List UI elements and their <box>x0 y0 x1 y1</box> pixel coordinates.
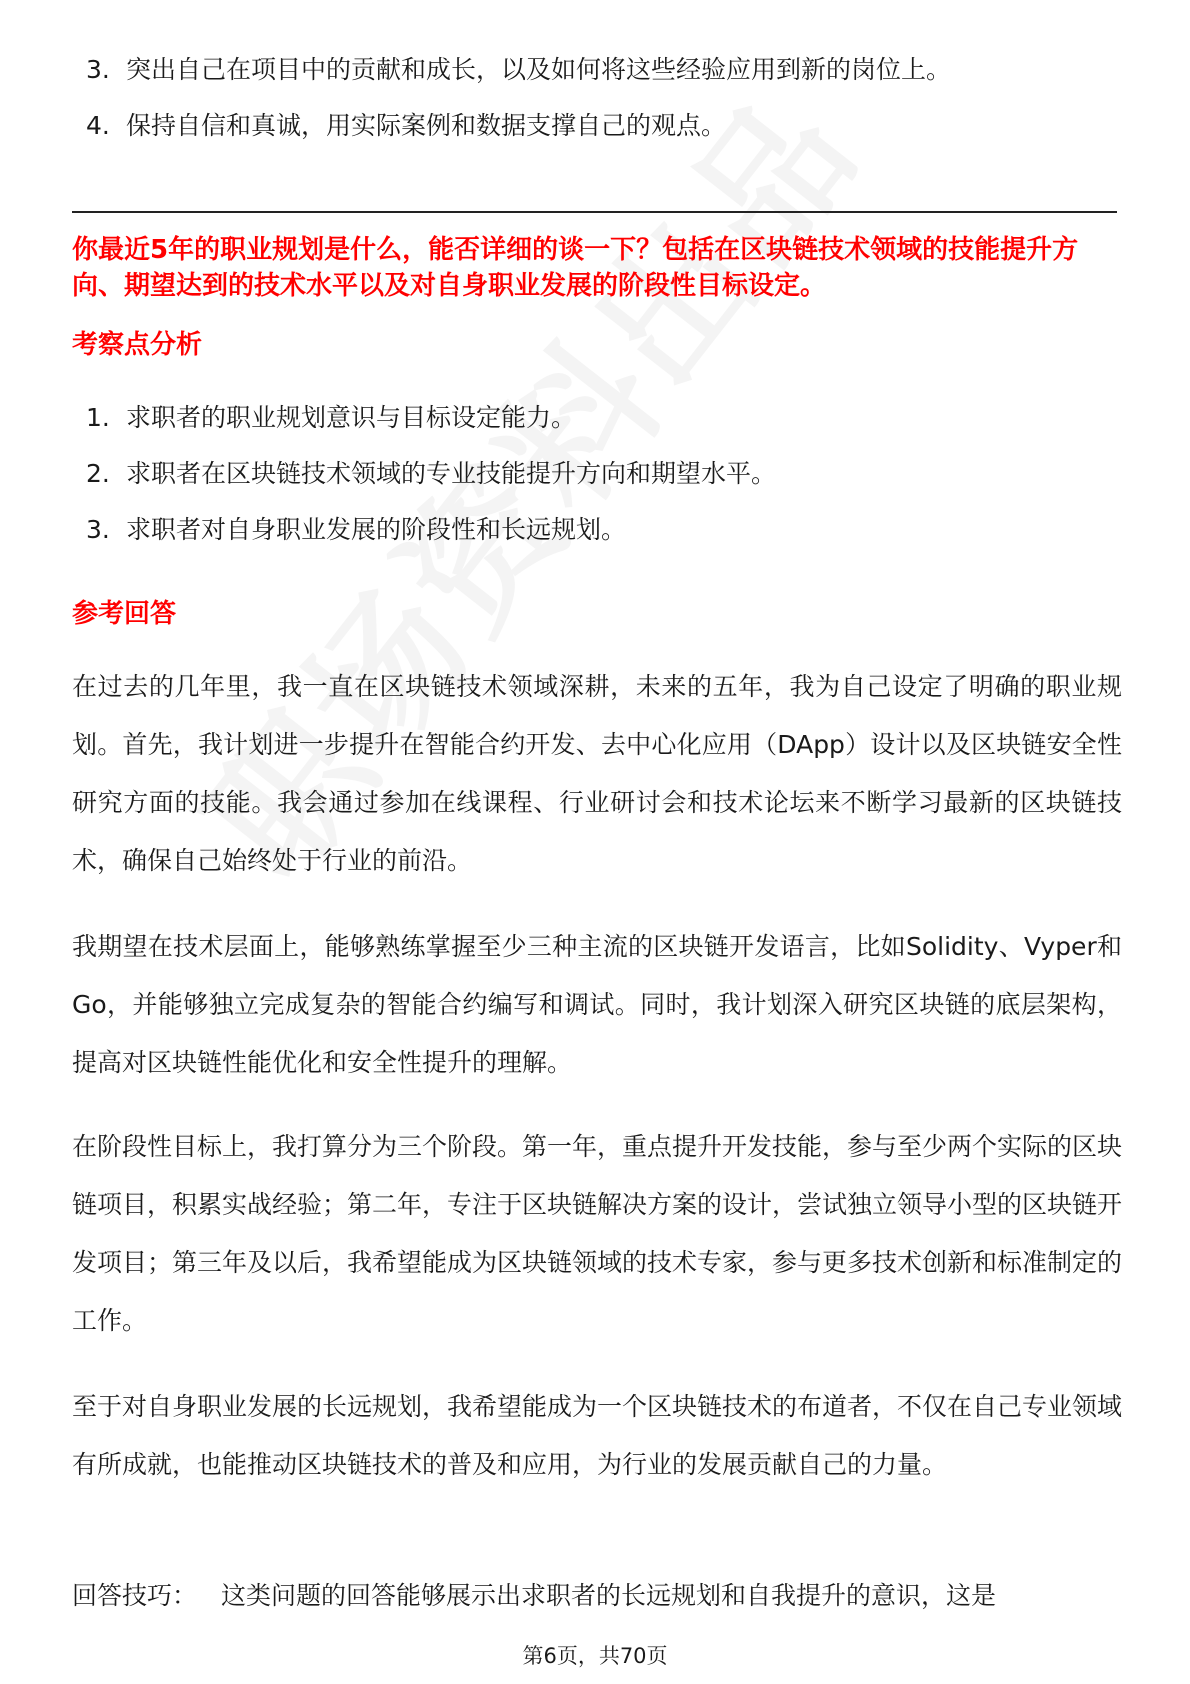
list-item: 2. 求职者在区块链技术领域的专业技能提升方向和期望水平。 <box>86 459 777 488</box>
list-item: 3. 突出自己在项目中的贡献和成长，以及如何将这些经验应用到新的岗位上。 <box>86 55 952 84</box>
answer-paragraph: 至于对自身职业发展的长远规划，我希望能成为一个区块链技术的布道者，不仅在自己专业领域有所成就，也能推动区块链技术的普及和应用，为行业的发展贡献自己的力量。 <box>72 1392 1123 1479</box>
tip-label: 回答技巧： <box>72 1581 198 1610</box>
analysis-heading: 考察点分析 <box>72 330 203 360</box>
answer-paragraph: 在阶段性目标上，我打算分为三个阶段。第一年，重点提升开发技能，参与至少两个实际的区块链项目，积累实战经验；第二年，专注于区块链解决方案的设计，尝试独立领导小型的区块链开发项目；第三年及以后，我希望能成为区块链领域的技术专家，参与更多技术创新和标准制定的工作。 <box>72 1132 1123 1335</box>
answer-paragraph: 在过去的几年里，我一直在区块链技术领域深耕，未来的五年，我为自己设定了明确的职业规划。首先，我计划进一步提升在智能合约开发、去中心化应用（DApp）设计以及区块链安全性研究方面的技能。我会通过参加在线课程、行业研讨会和技术论坛来不断学习最新的区块链技术，确保自己始终处于行业的前沿。 <box>72 672 1122 875</box>
tip-text: 这类问题的回答能够展示出求职者的长远规划和自我提升的意识，这是 <box>221 1581 997 1610</box>
page-number: 第6页，共70页 <box>522 1644 668 1668</box>
section-divider <box>72 211 1117 213</box>
answer-paragraph: 我期望在技术层面上，能够熟练掌握至少三种主流的区块链开发语言，比如Solidity、Vyper和Go，并能够独立完成复杂的智能合约编写和调试。同时，我计划深入研究区块链的底层架构，提高对区块链性能优化和安全性提升的理解。 <box>72 932 1122 1077</box>
analysis-list <box>86 390 776 558</box>
answer-heading: 参考回答 <box>72 599 177 629</box>
list-item: 1. 求职者的职业规划意识与目标设定能力。 <box>86 403 577 432</box>
list-item: 4. 保持自信和真诚，用实际案例和数据支撑自己的观点。 <box>86 111 727 140</box>
tips-list <box>86 42 951 154</box>
question-title: 你最近5年的职业规划是什么，能否详细的谈一下？包括在区块链技术领域的技能提升方向、期望达到的技术水平以及对自身职业发展的阶段性目标设定。 <box>72 235 1079 301</box>
list-item: 3. 求职者对自身职业发展的阶段性和长远规划。 <box>86 515 627 544</box>
answer-tip <box>72 1578 1132 1614</box>
